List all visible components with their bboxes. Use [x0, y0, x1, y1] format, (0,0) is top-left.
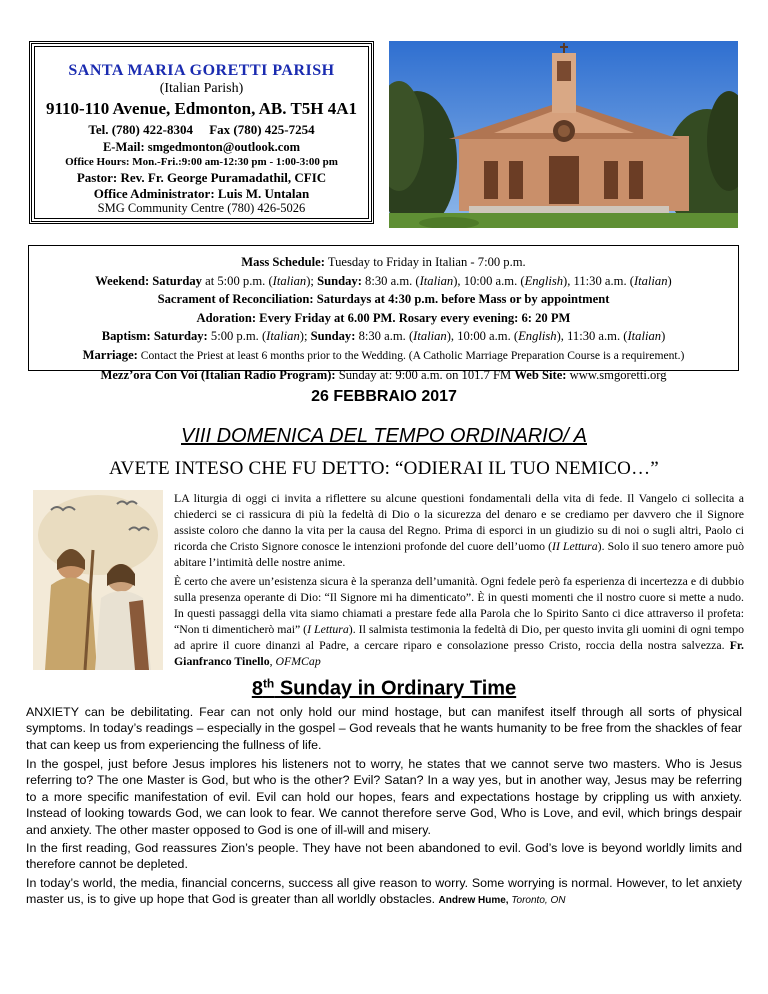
marriage-label: Marriage:: [82, 347, 138, 362]
adoration-row: [29, 309, 738, 328]
italian-title: VIII DOMENICA DEL TEMPO ORDINARIO/ A: [181, 425, 587, 447]
baptism-text: 8:30 a.m. (: [355, 329, 414, 344]
reconciliation-row: [29, 290, 738, 309]
email: E-Mail: smgedmonton@outlook.com: [102, 139, 301, 154]
parish-address: 9110-110 Avenue, Edmonton, AB. T5H 4A1: [45, 99, 358, 119]
marriage-text: Contact the Priest at least 6 months prior to the Wedding. (A Catholic Marriage Preparation Course is a requirement.): [137, 348, 685, 362]
italian-author-sep: ,: [269, 654, 276, 669]
date-heading: 26 FEBBRAIO 2017: [311, 388, 457, 405]
office-hours: Office Hours: Mon.-Fri.:9:00 am-12:30 pm - 1:00-3:00 pm: [65, 155, 338, 168]
english-title-number: [252, 678, 274, 700]
english-paragraph-4: [26, 875, 742, 910]
radio-row: [29, 366, 738, 385]
baptism-lang: Italian: [413, 329, 447, 344]
weekend-label: Weekend: Saturday: [95, 273, 202, 288]
title-number: 8: [251, 677, 263, 700]
fax: Fax (780) 425-7254: [209, 122, 315, 138]
weekend-text: );: [306, 273, 318, 288]
weekend-text: ), 11:30 a.m. (: [563, 273, 634, 288]
weekend-lang: Italian: [633, 273, 668, 288]
baptism-lang: Italian: [627, 329, 662, 344]
website-link[interactable]: www.smgoretti.org: [566, 367, 667, 382]
italian-author: Fr. Gianfranco Tinello: [174, 638, 744, 669]
reconciliation-text: Sacrament of Reconciliation: Saturdays at 4:30 p.m. before Mass or by appointment: [157, 292, 610, 307]
italian-text: È certo che avere un’esistenza sicura è la speranza dell’umanità. Ogni fedele però fa esperienza di incertezza e di dubbio sulla presenza operante di Dio: “Il Signore mi ha dimenticato”. È in questi momenti che il nostro cuore si mette a nudo. In questi passaggi della vita siamo chiamati a prestare fede alla Parola che lo Spirito Santo ci dice attraverso il profeta: “Non ti dimenticherò mai” (: [174, 574, 744, 637]
baptism-text: 5:00 p.m. (: [207, 329, 267, 344]
reading-reference: II Lettura: [552, 539, 598, 554]
baptism-text: );: [299, 329, 311, 344]
weekend-lang: Italian: [419, 273, 454, 288]
italian-text: LA liturgia di oggi ci invita a riflettere su alcune questioni fondamentali della vita di fede. Il Vangelo ci sollecita a chiederci se ci rassicura di più la fedeltà di Dio o la sicurezza del denaro e se crediamo per davvero che il Signore assiste coloro che danno la vita per la causa del Regno. Prima di esporci in un giudizio su di noi o sugli altri, Paolo ci ricorda che Cristo Signore conosce le intenzioni profonde del cuore dell’uomo (: [174, 491, 744, 554]
community-centre: SMG Community Centre (780) 426-5026: [97, 201, 306, 216]
parish-name: SANTA MARIA GORETTI PARISH: [68, 62, 335, 79]
telephone: Tel. (780) 422-8304: [88, 122, 193, 138]
weekend-row: [29, 272, 738, 291]
baptism-text: ): [661, 329, 666, 344]
reading-reference: I Lettura: [307, 622, 349, 637]
radio-label: Mezz’ora Con Voi (Italian Radio Program):: [100, 367, 336, 382]
weekend-sunday-label: Sunday:: [317, 273, 362, 288]
jesus-illustration: [33, 490, 163, 670]
baptism-lang: Italian: [266, 329, 300, 344]
contact-phones: [32, 122, 371, 137]
disciples-image: [33, 490, 163, 670]
baptism-text: ), 10:00 a.m. (: [446, 329, 519, 344]
mass-text: Tuesday to Friday in Italian - 7:00 p.m.: [324, 255, 526, 269]
italian-text: ). Il salmista testimonia la fedeltà di Dio, per questo invita gli uomini di ogni tempo ad aprire il cuore dinanzi al Padre, a cercare riparo e consolazione presso Cristo, roccia della nostra salvezza.: [174, 622, 745, 653]
italian-author-order: OFMCap: [275, 654, 321, 669]
english-paragraph-3: In the first reading, God reassures Zion’s people. They have not been abandoned to evil. God’s love is beyond worldly limits and therefore cannot be depleted.: [26, 841, 742, 872]
weekend-text: 8:30 a.m. (: [361, 273, 420, 288]
website-label: Web Site:: [514, 367, 567, 382]
weekend-text: ), 10:00 a.m. (: [453, 273, 525, 288]
english-author: Andrew Hume,: [438, 895, 509, 907]
office-administrator: Office Administrator: Luis M. Untalan: [93, 185, 310, 201]
english-title-text: Sunday in Ordinary Time: [274, 677, 517, 700]
church-illustration: [389, 41, 738, 228]
baptism-row: [29, 327, 738, 346]
english-paragraph-1: ANXIETY can be debilitating. Fear can not only hold our mind hostage, but can manifest itself through all sorts of physical symptoms. In today’s readings – especially in the gospel – God reveals that he wants humanity to be free from the shackles of fear that can keep us from experiencing the fullness of life.: [26, 705, 742, 752]
english-paragraph-2: In the gospel, just before Jesus implores his listeners not to worry, he states that we cannot serve two masters. Who is Jesus referring to? The one Master is God, but who is the other? Evil? Satan? In a way yes, but in another way, Jesus may be referring to a more specific manifestation of evil. Evil can hold our hopes, fears and expectations hostage by crippling us with anxiety. Instead of looking towards God, we can look to fear. We cannot therefore serve God, Who is Love, and evil, which brings despair and anxiety. The other master opposed to God is one of ill-will and misery.: [26, 757, 742, 837]
mass-schedule-box: [28, 245, 739, 382]
mass-schedule-row: [29, 253, 738, 272]
weekend-text: ): [667, 273, 672, 288]
baptism-label: Baptism: Saturday:: [101, 329, 208, 344]
pastor: Pastor: Rev. Fr. George Puramadathil, CFIC: [76, 170, 327, 186]
mass-label: Mass Schedule:: [241, 255, 325, 269]
radio-text: Sunday at: 9:00 a.m. on 101.7 FM: [335, 367, 515, 382]
english-text: In today’s world, the media, financial concerns, success all give reason to worry. Some worrying is normal. However, to let anxiety master us, is to give up hope that God is greater than all worldly obstacles.: [26, 876, 742, 907]
baptism-sunday-label: Sunday:: [310, 329, 356, 344]
adoration-text: Adoration: Every Friday at 6.00 PM. Rosary every evening: 6: 20 PM: [196, 310, 571, 325]
english-author-location: Toronto, ON: [508, 895, 566, 907]
english-title: [0, 676, 768, 701]
italian-subtitle: AVETE INTESO CHE FU DETTO: “ODIERAI IL TUO NEMICO…”: [109, 458, 659, 479]
weekend-lang: Italian: [272, 273, 307, 288]
marriage-row: [29, 346, 738, 366]
italian-paragraph-2: [174, 573, 744, 670]
italian-paragraph-1: [174, 490, 744, 570]
church-photo: [389, 41, 738, 228]
weekend-text: at 5:00 p.m. (: [201, 273, 273, 288]
parish-header-box: [29, 41, 374, 224]
weekend-lang: English: [524, 273, 564, 288]
italian-text: ). Solo il suo tenero amore può abitare l’intimità delle nostre anime.: [174, 539, 744, 570]
baptism-text: ), 11:30 a.m. (: [556, 329, 628, 344]
title-superscript: th: [262, 676, 275, 690]
parish-subtitle: (Italian Parish): [159, 80, 244, 96]
baptism-lang: English: [518, 329, 557, 344]
